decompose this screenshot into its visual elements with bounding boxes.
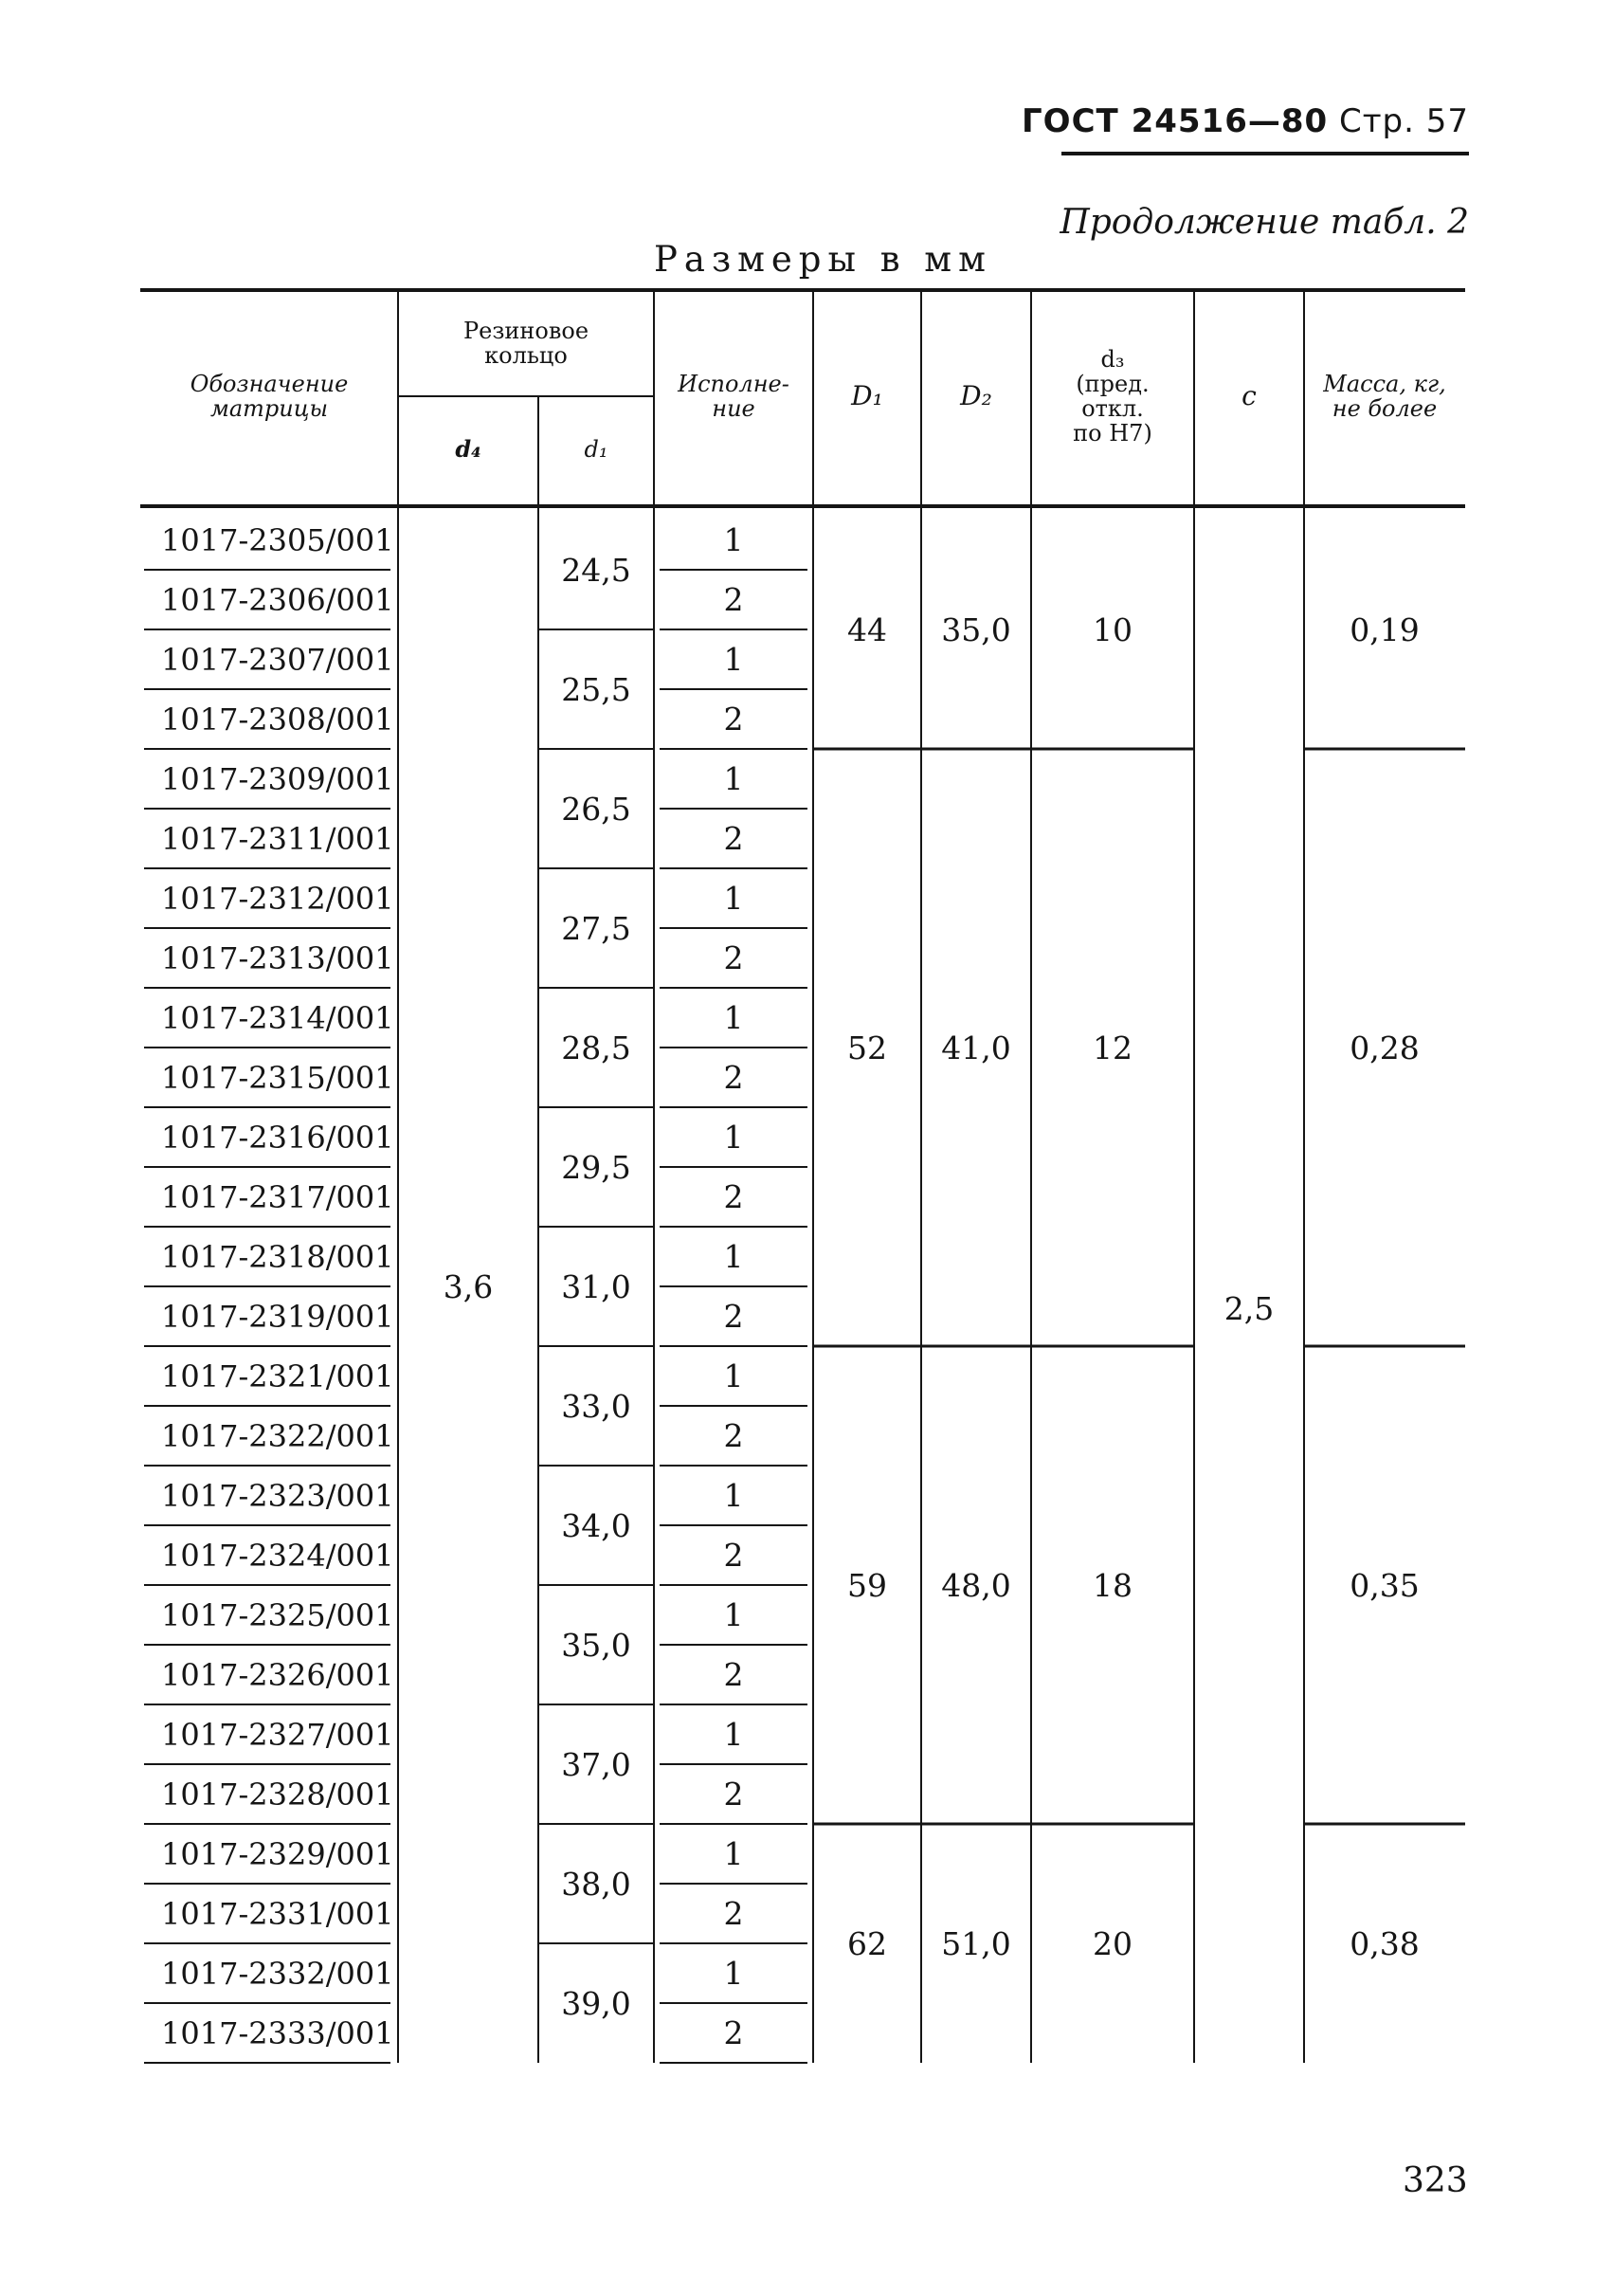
table-continuation-note: Продолжение табл. 2 bbox=[1060, 203, 1469, 242]
header-d3: d₃ (пред. откл. по H7) bbox=[1073, 346, 1152, 446]
header-mass: Масса, кг, не более bbox=[1323, 371, 1446, 422]
matrix-code: 1017-2315/001 bbox=[161, 1059, 394, 1096]
D2-value: 48,0 bbox=[941, 1566, 1011, 1604]
version-value: 1 bbox=[723, 1119, 744, 1156]
d3-value: 12 bbox=[1093, 1029, 1133, 1066]
version-value: 2 bbox=[723, 701, 744, 738]
mass-value: 0,35 bbox=[1350, 1566, 1420, 1604]
matrix-code: 1017-2322/001 bbox=[161, 1417, 394, 1454]
matrix-code: 1017-2312/001 bbox=[161, 880, 394, 917]
d1-value: 34,0 bbox=[561, 1506, 631, 1544]
version-value: 1 bbox=[723, 641, 744, 678]
header-rubber-ring: Резиновое кольцо bbox=[462, 318, 589, 369]
units-caption: Размеры в мм bbox=[654, 239, 992, 280]
matrix-code: 1017-2308/001 bbox=[161, 701, 394, 738]
d1-value: 24,5 bbox=[561, 551, 631, 589]
D1-value: 44 bbox=[847, 610, 887, 648]
d1-value: 28,5 bbox=[561, 1029, 631, 1066]
matrix-code: 1017-2309/001 bbox=[161, 760, 394, 797]
D1-value: 62 bbox=[847, 1924, 887, 1962]
header-d1: d₁ bbox=[584, 436, 608, 463]
d1-value: 35,0 bbox=[561, 1626, 631, 1664]
version-value: 2 bbox=[723, 1059, 744, 1096]
version-value: 1 bbox=[723, 1596, 744, 1633]
matrix-code: 1017-2317/001 bbox=[161, 1178, 394, 1215]
header-designation: Обозначение матрицы bbox=[190, 371, 349, 422]
version-value: 1 bbox=[723, 1238, 744, 1275]
version-value: 1 bbox=[723, 1835, 744, 1872]
version-value: 2 bbox=[723, 820, 744, 857]
version-value: 2 bbox=[723, 1298, 744, 1335]
d1-value: 31,0 bbox=[561, 1267, 631, 1305]
dimensions-table bbox=[140, 290, 1465, 2086]
matrix-code: 1017-2326/001 bbox=[161, 1656, 394, 1693]
d1-value: 37,0 bbox=[561, 1745, 631, 1783]
version-value: 1 bbox=[723, 760, 744, 797]
version-value: 1 bbox=[723, 1716, 744, 1753]
d1-value: 25,5 bbox=[561, 670, 631, 708]
version-value: 2 bbox=[723, 939, 744, 976]
matrix-code: 1017-2324/001 bbox=[161, 1537, 394, 1574]
matrix-code: 1017-2323/001 bbox=[161, 1477, 394, 1514]
matrix-code: 1017-2332/001 bbox=[161, 1955, 394, 1992]
page-number: 323 bbox=[1403, 2161, 1468, 2200]
header-D1: D₁ bbox=[851, 380, 883, 411]
d1-value: 38,0 bbox=[561, 1865, 631, 1903]
page-header bbox=[1022, 102, 1469, 140]
D1-value: 59 bbox=[847, 1566, 887, 1604]
d1-value: 29,5 bbox=[561, 1148, 631, 1186]
header-rule bbox=[1061, 152, 1469, 155]
matrix-code: 1017-2331/001 bbox=[161, 1895, 394, 1932]
matrix-code: 1017-2321/001 bbox=[161, 1358, 394, 1394]
mass-value: 0,19 bbox=[1350, 610, 1420, 648]
version-value: 2 bbox=[723, 1537, 744, 1574]
d1-value: 27,5 bbox=[561, 909, 631, 947]
matrix-code: 1017-2328/001 bbox=[161, 1776, 394, 1813]
matrix-code: 1017-2318/001 bbox=[161, 1238, 394, 1275]
matrix-code: 1017-2306/001 bbox=[161, 581, 394, 618]
matrix-code: 1017-2329/001 bbox=[161, 1835, 394, 1872]
mass-value: 0,38 bbox=[1350, 1924, 1420, 1962]
version-value: 2 bbox=[723, 1895, 744, 1932]
version-value: 1 bbox=[723, 521, 744, 558]
matrix-code: 1017-2319/001 bbox=[161, 1298, 394, 1335]
version-value: 2 bbox=[723, 2014, 744, 2051]
version-value: 2 bbox=[723, 1178, 744, 1215]
matrix-code: 1017-2305/001 bbox=[161, 521, 394, 558]
d3-value: 18 bbox=[1093, 1566, 1133, 1604]
mass-value: 0,28 bbox=[1350, 1029, 1420, 1066]
header-D2: D₂ bbox=[960, 380, 992, 411]
matrix-code: 1017-2314/001 bbox=[161, 999, 394, 1036]
d1-value: 26,5 bbox=[561, 790, 631, 828]
header-c: c bbox=[1241, 380, 1257, 411]
d1-value: 33,0 bbox=[561, 1387, 631, 1425]
version-value: 1 bbox=[723, 1955, 744, 1992]
matrix-code: 1017-2311/001 bbox=[161, 820, 394, 857]
standard-number: ГОСТ 24516—80 bbox=[1022, 102, 1329, 140]
matrix-code: 1017-2333/001 bbox=[161, 2014, 394, 2051]
D2-value: 35,0 bbox=[941, 610, 1011, 648]
header-d4: d₄ bbox=[455, 435, 481, 463]
version-value: 2 bbox=[723, 581, 744, 618]
version-value: 2 bbox=[723, 1656, 744, 1693]
D1-value: 52 bbox=[847, 1029, 887, 1066]
matrix-code: 1017-2307/001 bbox=[161, 641, 394, 678]
version-value: 2 bbox=[723, 1417, 744, 1454]
version-value: 1 bbox=[723, 1358, 744, 1394]
d3-value: 10 bbox=[1093, 610, 1133, 648]
version-value: 1 bbox=[723, 880, 744, 917]
page-reference: Стр. 57 bbox=[1338, 102, 1469, 140]
d3-value: 20 bbox=[1093, 1924, 1133, 1962]
version-value: 1 bbox=[723, 1477, 744, 1514]
matrix-code: 1017-2327/001 bbox=[161, 1716, 394, 1753]
D2-value: 51,0 bbox=[941, 1924, 1011, 1962]
c-value: 2,5 bbox=[1223, 1290, 1275, 1327]
matrix-code: 1017-2313/001 bbox=[161, 939, 394, 976]
version-value: 1 bbox=[723, 999, 744, 1036]
d4-value: 3,6 bbox=[443, 1267, 494, 1305]
matrix-code: 1017-2316/001 bbox=[161, 1119, 394, 1156]
version-value: 2 bbox=[723, 1776, 744, 1813]
header-version: Исполне- ние bbox=[678, 371, 789, 422]
d1-value: 39,0 bbox=[561, 1984, 631, 2022]
matrix-code: 1017-2325/001 bbox=[161, 1596, 394, 1633]
D2-value: 41,0 bbox=[941, 1029, 1011, 1066]
